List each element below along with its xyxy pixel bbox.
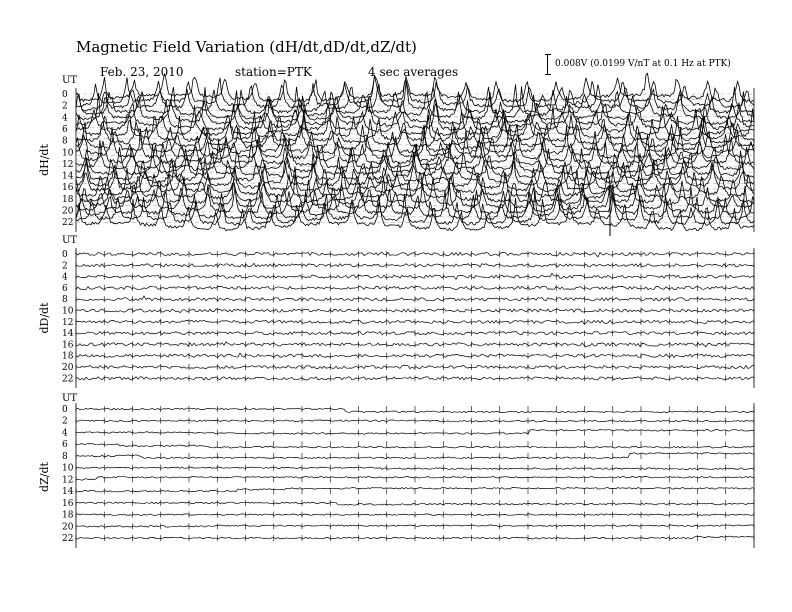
row-label: 18	[62, 351, 74, 362]
row-label: 0	[62, 90, 68, 100]
row-label: 4	[62, 113, 68, 124]
row-label: 8	[62, 136, 68, 147]
row-label: 14	[62, 329, 74, 340]
panel-time-label: UT	[62, 393, 78, 404]
scale-label: 0.008V (0.0199 V/nT at 0.1 Hz at PTK)	[555, 59, 731, 69]
row-label: 0	[62, 250, 68, 260]
row-label: 8	[62, 295, 68, 306]
date-label: Feb. 23, 2010	[100, 65, 184, 79]
row-label: 22	[62, 218, 74, 229]
row-label: 14	[62, 171, 74, 182]
averaging-label: 4 sec averages	[368, 65, 459, 79]
dh-trace	[76, 93, 754, 130]
row-label: 22	[62, 534, 74, 545]
row-label: 14	[62, 487, 74, 498]
chart-title: Magnetic Field Variation (dH/dt,dD/dt,dZ/dt)	[76, 38, 417, 56]
row-label: 6	[62, 440, 68, 451]
row-label: 2	[62, 101, 68, 112]
row-label: 16	[62, 183, 74, 194]
row-label: 12	[62, 317, 74, 328]
row-label: 12	[62, 475, 74, 486]
panel-ylabel: dD/dt	[38, 302, 51, 334]
row-label: 0	[62, 405, 68, 415]
row-label: 2	[62, 261, 68, 272]
panel-time-label: UT	[62, 235, 78, 246]
row-label: 4	[62, 428, 68, 439]
row-label: 20	[62, 522, 74, 533]
panel-ylabel: dZ/dt	[38, 462, 51, 492]
row-label: 16	[62, 340, 74, 351]
row-label: 16	[62, 498, 74, 509]
row-label: 18	[62, 194, 74, 205]
panel-time-label: UT	[62, 75, 78, 86]
row-label: 18	[62, 510, 74, 521]
row-label: 6	[62, 283, 68, 294]
row-label: 20	[62, 363, 74, 374]
station-label: station=PTK	[235, 65, 312, 79]
row-label: 20	[62, 206, 74, 217]
row-label: 8	[62, 451, 68, 462]
row-label: 12	[62, 159, 74, 170]
row-label: 2	[62, 416, 68, 427]
row-label: 10	[62, 463, 74, 474]
row-label: 10	[62, 306, 74, 317]
row-label: 4	[62, 272, 68, 283]
row-label: 10	[62, 148, 74, 159]
row-label: 6	[62, 124, 68, 135]
panel-ylabel: dH/dt	[38, 144, 51, 176]
row-label: 22	[62, 374, 74, 385]
dh-trace	[76, 73, 754, 102]
